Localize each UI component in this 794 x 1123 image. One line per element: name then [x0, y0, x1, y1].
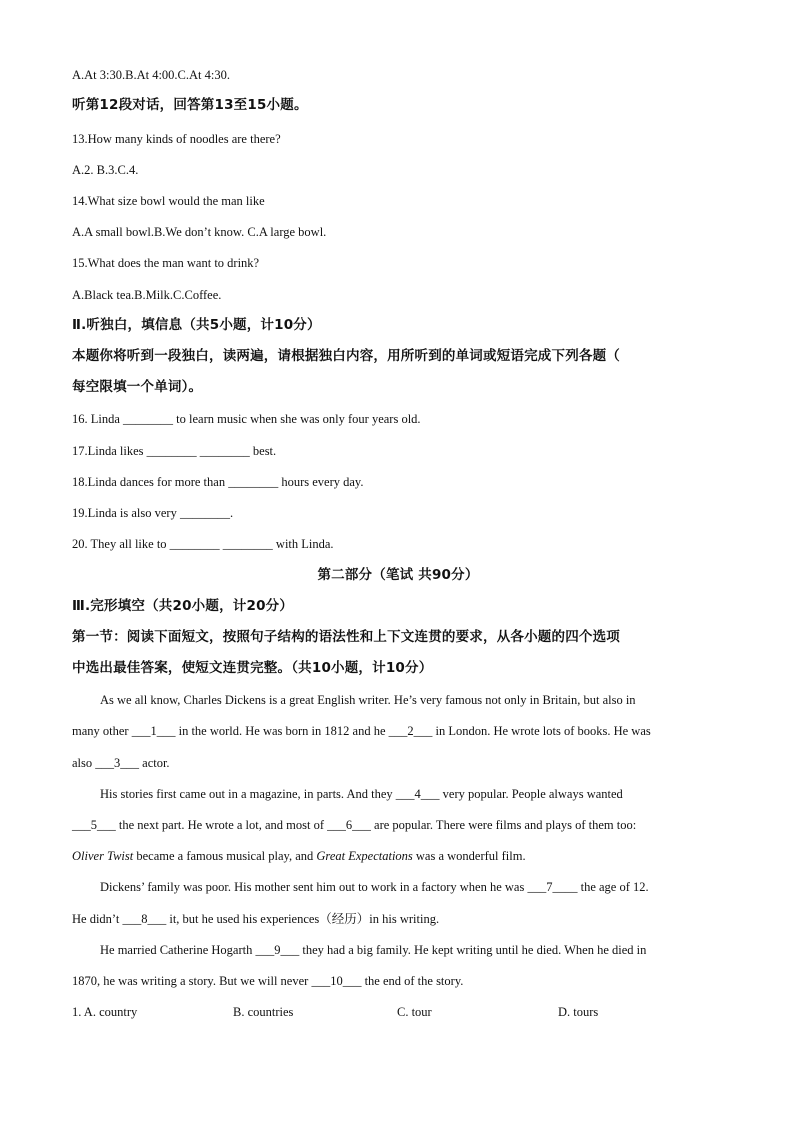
- section2-instruction-line1: 本题你将听到一段独白，读两遍，请根据独白内容，用所听到的单词或短语完成下列各题（: [72, 348, 620, 364]
- passage-text: He married Catherine Hogarth: [100, 943, 256, 957]
- passage-text: the age of 12.: [577, 880, 649, 894]
- book-title-oliver-twist: Oliver Twist: [72, 849, 134, 863]
- passage-text: 1870, he was writing a story. But we will never: [72, 974, 312, 988]
- q1-option-d: D. tours: [558, 1005, 599, 1019]
- passage-p1-line2: [72, 723, 651, 739]
- dialog12-heading: 听第12段对话，回答第13至15小题。: [72, 97, 308, 113]
- passage-p3-line1: [100, 879, 649, 895]
- q20-text: 20. They all like to ________ ________ with Linda.: [72, 537, 334, 551]
- passage-p2-line2: [72, 817, 636, 833]
- q14-text: 14.What size bowl would the man like: [72, 194, 265, 208]
- blank-1: ___1___: [131, 724, 176, 738]
- q1-option-a: 1. A. country: [72, 1005, 138, 1019]
- q19-text: 19.Linda is also very ________.: [72, 506, 234, 520]
- q12-options: A.At 3:30.B.At 4:00.C.At 4:30.: [72, 68, 230, 82]
- q17-text: 17.Linda likes ________ ________ best.: [72, 444, 277, 458]
- passage-text: Dickens’ family was poor. His mother sent him out to work in a factory when he was: [100, 880, 528, 894]
- passage-text: actor.: [139, 756, 170, 770]
- passage-p4-line1: [100, 942, 646, 958]
- q13-text: 13.How many kinds of noodles are there?: [72, 132, 281, 146]
- passage-p4-line2: [72, 973, 463, 989]
- book-title-great-expectations: Great Expectations: [316, 849, 413, 863]
- passage-text: He didn’t: [72, 912, 123, 926]
- blank-3: ___3___: [95, 756, 140, 770]
- q1-option-c: C. tour: [397, 1005, 432, 1019]
- passage-text: was a wonderful film.: [412, 849, 526, 863]
- passage-text: in London. He wrote lots of books. He was: [432, 724, 651, 738]
- passage-text: His stories first came out in a magazine, in parts. And they: [100, 787, 396, 801]
- passage-p1-line3: [72, 755, 170, 771]
- q14-options: A.A small bowl.B.We don’t know. C.A large bowl.: [72, 225, 327, 239]
- q16-text: 16. Linda ________ to learn music when she was only four years old.: [72, 412, 421, 426]
- blank-5: ___5___: [72, 818, 116, 832]
- passage-text: the next part. He wrote a lot, and most of: [115, 818, 328, 832]
- q15-text: 15.What does the man want to drink?: [72, 256, 260, 270]
- blank-9: ___9___: [255, 943, 300, 957]
- passage-text: in the world. He was born in 1812 and he: [175, 724, 389, 738]
- passage-text: many other: [72, 724, 132, 738]
- blank-10: ___10___: [311, 974, 362, 988]
- passage-p2-line3: [72, 848, 526, 864]
- q13-options: A.2. B.3.C.4.: [72, 163, 139, 177]
- passage-text: are popular. There were films and plays of them too:: [370, 818, 637, 832]
- passage-p3-line2: [72, 911, 439, 927]
- blank-6: ___6___: [327, 818, 371, 832]
- q15-options: A.Black tea.B.Milk.C.Coffee.: [72, 288, 222, 302]
- section3-instruction-line1: 第一节：阅读下面短文，按照句子结构的语法性和上下文连贯的要求，从各小题的四个选项: [72, 629, 620, 645]
- blank-7: ___7____: [527, 880, 578, 894]
- q1-option-b: B. countries: [233, 1005, 294, 1019]
- passage-p2-line1: [100, 786, 623, 802]
- passage-p1-line1: As we all know, Charles Dickens is a great English writer. He’s very famous not only in Britain, but also in: [100, 693, 636, 707]
- passage-text: the end of the story.: [361, 974, 464, 988]
- section2-title: Ⅱ.听独白，填信息（共5小题，计10分）: [72, 317, 321, 333]
- passage-text: it, but he used his experiences（经历）in his writing.: [166, 912, 440, 926]
- passage-text: very popular. People always wanted: [439, 787, 623, 801]
- passage-text: became a famous musical play, and: [133, 849, 317, 863]
- blank-4: ___4___: [395, 787, 440, 801]
- q18-text: 18.Linda dances for more than ________ hours every day.: [72, 475, 364, 489]
- section2-instruction-line2: 每空限填一个单词）。: [72, 379, 203, 395]
- passage-text: also: [72, 756, 96, 770]
- section3-title: Ⅲ.完形填空（共20小题，计20分）: [72, 598, 294, 614]
- passage-text: they had a big family. He kept writing until he died. When he died in: [299, 943, 647, 957]
- part2-title: 第二部分（笔试 共90分）: [317, 567, 479, 583]
- blank-2: ___2___: [388, 724, 433, 738]
- section3-instruction-line2: 中选出最佳答案，使短文连贯完整。（共10小题，计10分）: [72, 660, 433, 676]
- blank-8: ___8___: [122, 912, 167, 926]
